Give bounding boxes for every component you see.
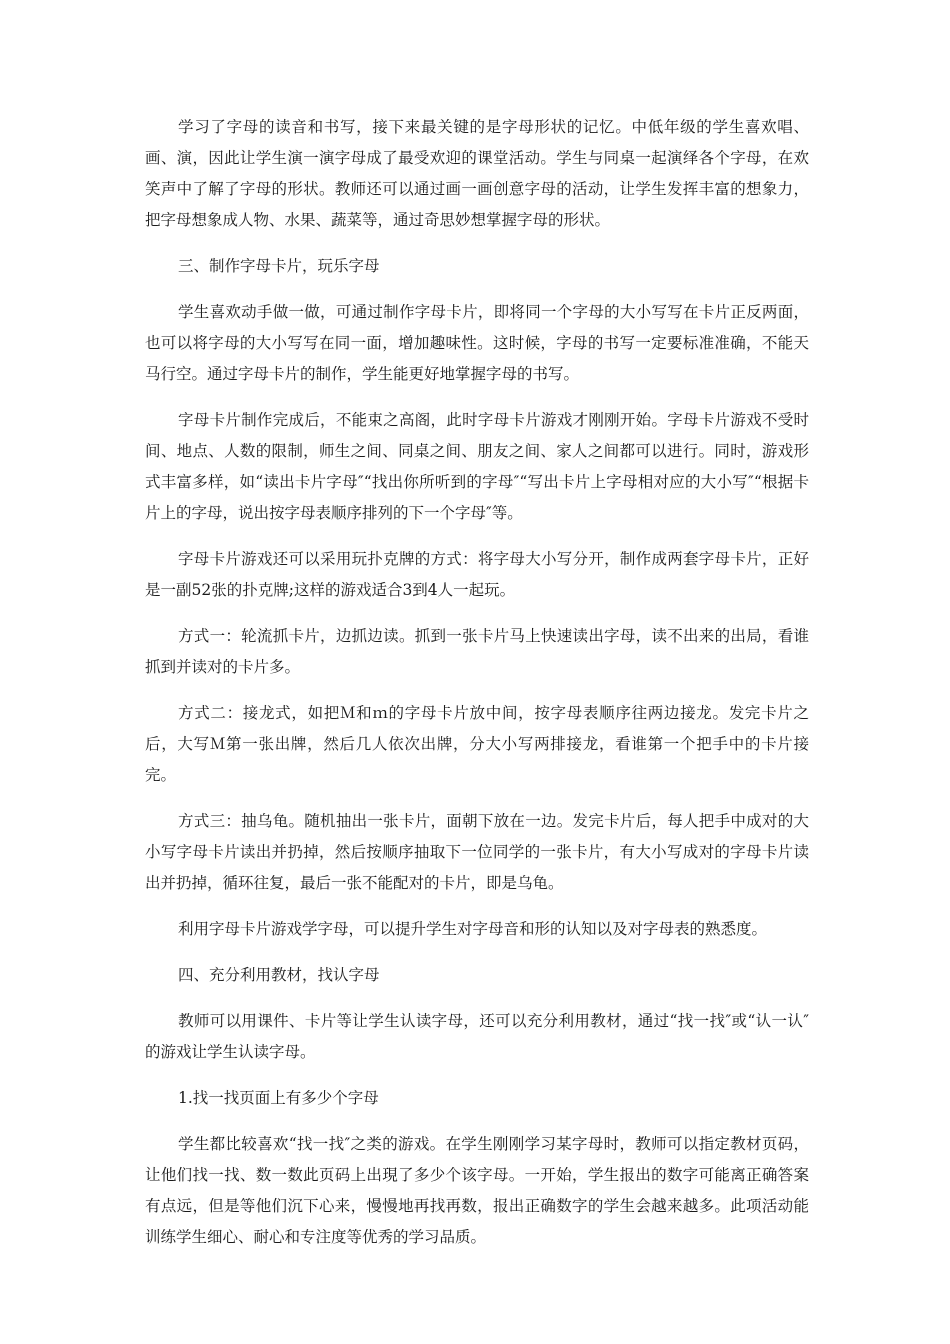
paragraph-find-letters: 学生都比较喜欢“找一找″之类的游戏。在学生刚刚学习某字母时，教师可以指定教材页码，让他们找一找、数一数此页码上出現了多少个该字母。一开始，学生报出的数字可能离正确答案有点远，但是等他们沉下心来，慢慢地再找再数，报出正确数字的学生会越来越多。此项活动能训练学生细心、耐心和专注度等优秀的学习品质。	[145, 1135, 809, 1246]
paragraph-poker-style: 字母卡片游戏还可以采用玩扑克牌的方式：将字母大小写分开，制作成两套字母卡片，正好是一副52张的扑克牌;这样的游戏适合3到4人一起玩。	[145, 550, 809, 599]
section-heading-use-textbook: 四、充分利用教材，找认字母	[178, 966, 380, 984]
section-heading-letter-cards: 三、制作字母卡片，玩乐字母	[178, 257, 380, 275]
subheading-find-letters: 1.找一找页面上有多少个字母	[178, 1089, 379, 1107]
paragraph-method-one: 方式一：轮流抓卡片，边抓边读。抓到一张卡片马上快速读出字母，读不出来的出局，看谁抓到并读对的卡片多。	[145, 627, 809, 676]
paragraph-card-games: 字母卡片制作完成后，不能束之高阁，此时字母卡片游戏才刚刚开始。字母卡片游戏不受时间、地点、人数的限制，师生之间、同桌之间、朋友之间、家人之间都可以进行。同时，游戏形式丰富多样，如“读出卡片字母″“找出你所听到的字母″“写出卡片上字母相对应的大小写″“根据卡片上的字母，说出按字母表顺序排列的下一个字母″等。	[145, 411, 809, 522]
paragraph-method-three: 方式三：抽乌龟。随机抽出一张卡片，面朝下放在一边。发完卡片后，每人把手中成对的大小写字母卡片读出并扔掉，然后按顺序抽取下一位同学的一张卡片，有大小写成对的字母卡片读出并扔掉，循环往复，最后一张不能配对的卡片，即是乌龟。	[145, 812, 809, 892]
paragraph-card-game-benefit: 利用字母卡片游戏学字母，可以提升学生对字母音和形的认知以及对字母表的熟悉度。	[178, 920, 768, 938]
document-page	[145, 112, 809, 1268]
paragraph-method-two: 方式二：接龙式，如把Ｍ和ｍ的字母卡片放中间，按字母表顺序往两边接龙。发完卡片之后，大写Ｍ第一张出牌，然后几人依次出牌，分大小写两排接龙，看谁第一个把手中的卡片接完。	[145, 704, 809, 784]
paragraph-letter-shape-memory: 学习了字母的读音和书写，接下来最关键的是字母形状的记忆。中低年级的学生喜欢唱、画、演，因此让学生演一演字母成了最受欢迎的课堂活动。学生与同桌一起演绎各个字母，在欢笑声中了解了字母的形状。教师还可以通过画一画创意字母的活动，让学生发挥丰富的想象力，把字母想象成人物、水果、蔬菜等，通过奇思妙想掌握字母的形状。	[145, 118, 809, 229]
paragraph-making-cards: 学生喜欢动手做一做，可通过制作字母卡片，即将同一个字母的大小写写在卡片正反两面，也可以将字母的大小写写在同一面，增加趣味性。这时候，字母的书写一定要标准准确，不能天马行空。通过字母卡片的制作，学生能更好地掌握字母的书写。	[145, 303, 809, 383]
paragraph-textbook-intro: 教师可以用课件、卡片等让学生认读字母，还可以充分利用教材，通过“找一找″或“认一认″的游戏让学生认读字母。	[145, 1012, 809, 1061]
